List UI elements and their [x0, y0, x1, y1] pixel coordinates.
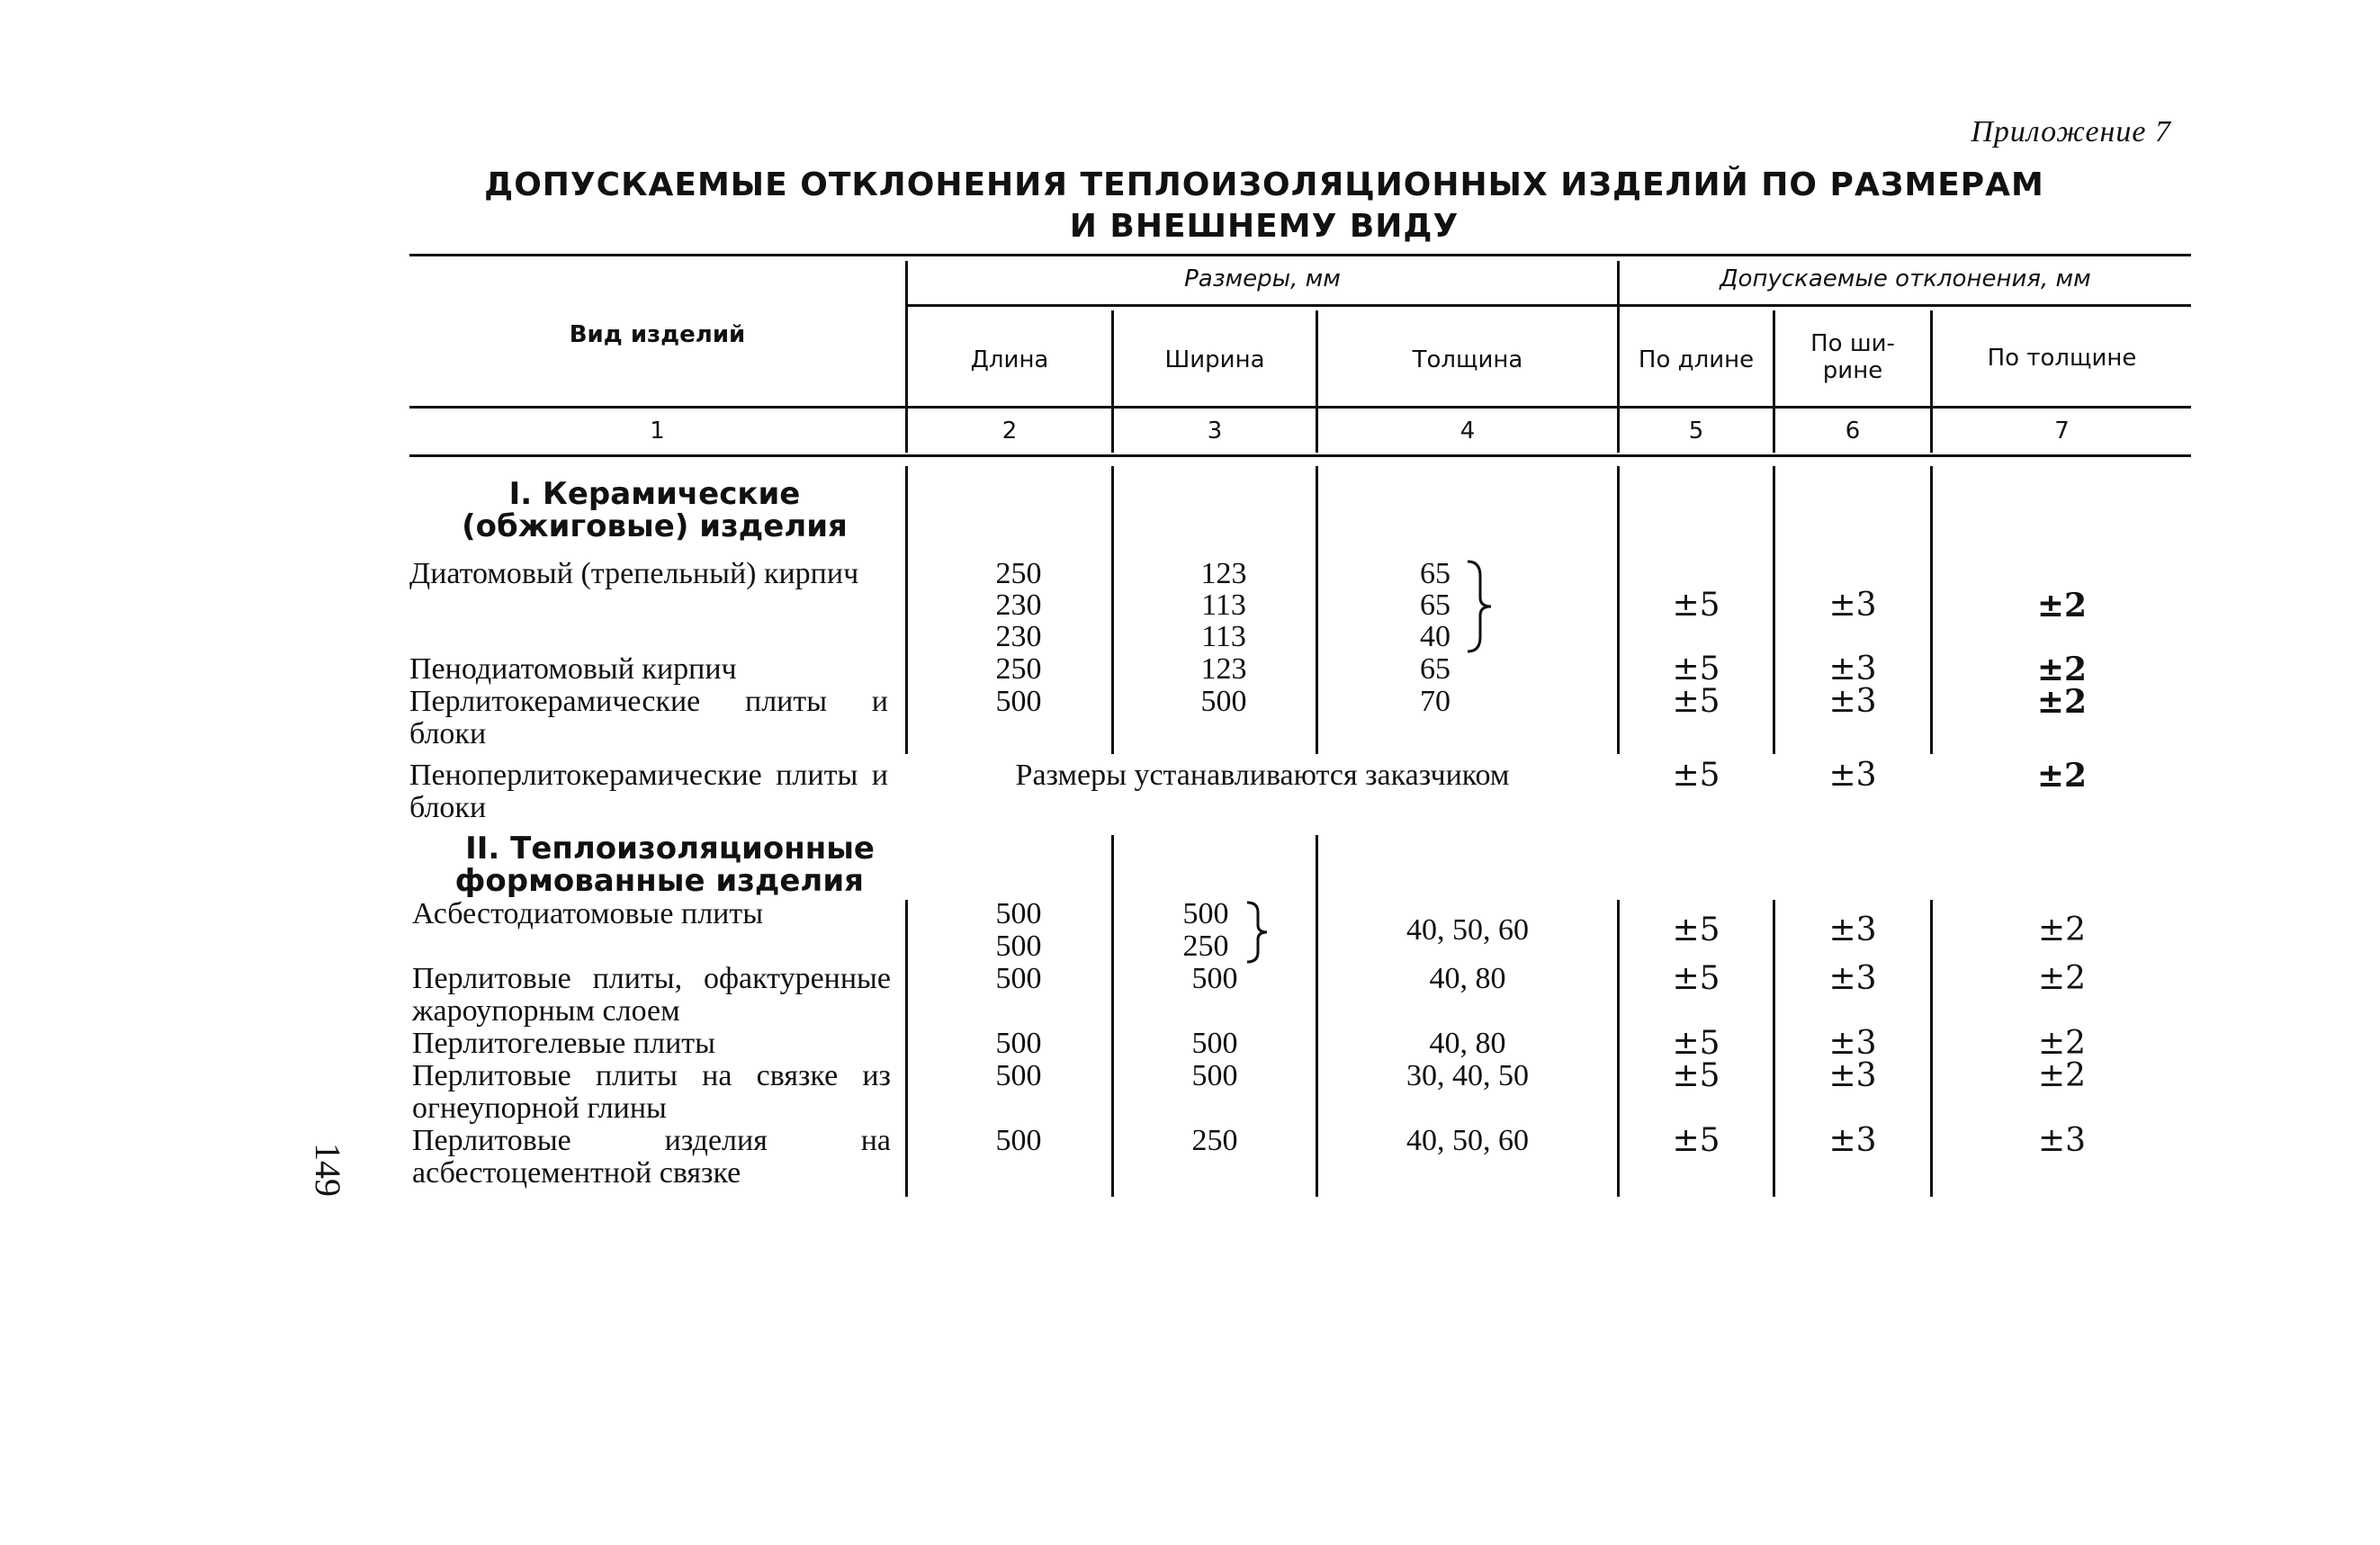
cell-length: 250: [995, 652, 1042, 686]
cell-length: 230: [995, 620, 1042, 653]
cell-thickness: 70: [1420, 685, 1450, 718]
cell-tol-length: ±5: [1672, 757, 1720, 794]
cell-width: 250: [1182, 930, 1229, 963]
col-number: 4: [1459, 418, 1476, 445]
section-title: (обжиговые) изделия: [462, 508, 848, 544]
col-number: 6: [1845, 418, 1861, 445]
cell-tol-length: ±5: [1672, 1057, 1720, 1094]
cell-length: 250: [995, 557, 1042, 590]
row-product-name: Пеноперлитокерамические плиты и блоки: [409, 759, 888, 824]
curly-brace-icon: [1462, 558, 1495, 655]
rule-top: [409, 254, 2191, 256]
cell-thickness: 65: [1420, 652, 1450, 686]
col-number: 7: [2054, 418, 2070, 445]
cell-tol-width: ±3: [1828, 651, 1877, 687]
cell-thickness: 65: [1420, 588, 1450, 622]
cell-tol-width: ±3: [1828, 757, 1877, 794]
curly-brace-icon: [1244, 900, 1271, 965]
cell-width: 250: [1191, 1124, 1238, 1157]
cell-width: 500: [1191, 1059, 1238, 1092]
cell-tol-length: ±5: [1672, 683, 1720, 720]
row-product-name: Перлитокерамические плиты и блоки: [409, 685, 888, 750]
cell-tol-width: ±3: [1828, 912, 1877, 948]
cell-tol-width: ±3: [1828, 587, 1877, 624]
cell-tol-thickness: ±2: [2036, 683, 2088, 721]
cell-tol-thickness: ±2: [2037, 1025, 2087, 1062]
cell-thickness: 40, 50, 60: [1406, 913, 1529, 947]
header-by-length: По длине: [1638, 346, 1755, 373]
cell-thickness: 40, 50, 60: [1406, 1124, 1529, 1157]
cell-tol-width: ±3: [1828, 960, 1877, 997]
section-title: I. Керамические: [508, 476, 801, 512]
section-title: формованные изделия: [454, 863, 864, 899]
appendix-label: Приложение 7: [1971, 115, 2171, 148]
cell-tol-width: ±3: [1828, 1122, 1877, 1159]
cell-tol-thickness: ±2: [2037, 912, 2087, 948]
cell-tol-thickness: ±3: [2037, 1122, 2087, 1159]
row-product-name: Пенодиатомовый кирпич: [409, 652, 737, 686]
cell-thickness: 40, 80: [1429, 1027, 1506, 1060]
cell-tol-length: ±5: [1672, 1025, 1720, 1062]
col-number: 1: [650, 418, 665, 445]
cell-width: 500: [1191, 1027, 1238, 1060]
row-product-name: Перлитовые изделия на асбестоцементной связке: [412, 1124, 891, 1190]
page-number: 149: [308, 1143, 348, 1197]
row-product-name: Диатомовый (трепельный) кирпич: [409, 557, 859, 590]
table-title-line-1: ДОПУСКАЕМЫЕ ОТКЛОНЕНИЯ ТЕПЛОИЗОЛЯЦИОННЫХ ИЗДЕЛИЙ ПО РАЗМЕРАМ: [484, 166, 2044, 203]
cell-tol-thickness: ±2: [2036, 757, 2088, 795]
cell-tol-width: ±3: [1828, 683, 1877, 720]
cell-width: 500: [1191, 962, 1238, 995]
header-by-thickness: По толщине: [1987, 345, 2137, 372]
cell-width: 113: [1201, 620, 1246, 653]
cell-thickness: 40, 80: [1429, 962, 1506, 995]
cell-tol-thickness: ±2: [2037, 1057, 2087, 1094]
rule-group-header: [907, 304, 2191, 307]
rule-col-numbers: [409, 454, 2191, 457]
row-product-name: Перлитогелевые плиты: [412, 1027, 715, 1060]
col-number: 2: [1001, 418, 1018, 445]
cell-width: 500: [1182, 897, 1229, 930]
cell-length: 500: [995, 1124, 1042, 1157]
cell-tol-width: ±3: [1828, 1057, 1877, 1094]
cell-width: 500: [1200, 685, 1247, 718]
col-number: 3: [1207, 418, 1223, 445]
cell-tol-width: ±3: [1828, 1025, 1877, 1062]
cell-length: 500: [995, 685, 1042, 718]
header-by-width-line-2: рине: [1822, 357, 1883, 384]
header-by-width-line-1: По ши-: [1810, 330, 1895, 357]
header-tolerances-group: Допускаемые отклонения, мм: [1720, 265, 2091, 292]
cell-tol-length: ±5: [1672, 651, 1720, 687]
cell-length: 500: [995, 1027, 1042, 1060]
header-length: Длина: [970, 346, 1049, 373]
cell-length: 500: [995, 930, 1042, 963]
cell-length: 230: [995, 588, 1042, 622]
cell-tol-thickness: ±2: [2037, 960, 2087, 997]
cell-tol-length: ±5: [1672, 912, 1720, 948]
row-product-name: Асбестодиатомовые плиты: [412, 897, 764, 930]
header-product-type: Вид изделий: [569, 321, 746, 348]
cell-length: 500: [995, 897, 1042, 930]
cell-tol-length: ±5: [1672, 587, 1720, 624]
rule-header-bottom: [409, 406, 2191, 409]
table-title-line-2: И ВНЕШНЕМУ ВИДУ: [1069, 208, 1459, 245]
cell-thickness: 30, 40, 50: [1406, 1059, 1529, 1092]
header-thickness: Толщина: [1412, 346, 1523, 373]
cell-width: 113: [1201, 588, 1246, 622]
row-product-name: Перлитовые плиты, офактуренные жароупорным слоем: [412, 962, 891, 1028]
cell-thickness: 40: [1420, 620, 1450, 653]
cell-length: 500: [995, 962, 1042, 995]
cell-tol-thickness: ±2: [2036, 587, 2088, 624]
cell-tol-length: ±5: [1672, 960, 1720, 997]
col-number: 5: [1688, 418, 1704, 445]
cell-length: 500: [995, 1059, 1042, 1092]
cell-sizes-note: Размеры устанавливаются заказчиком: [1015, 759, 1510, 792]
cell-tol-length: ±5: [1672, 1122, 1720, 1159]
cell-width: 123: [1200, 652, 1247, 686]
header-sizes-group: Размеры, мм: [1184, 265, 1341, 292]
cell-thickness: 65: [1420, 557, 1450, 590]
row-product-name: Перлитовые плиты на связке из огнеупорной глины: [412, 1059, 891, 1125]
cell-tol-thickness: ±2: [2036, 651, 2088, 688]
header-width: Ширина: [1164, 346, 1265, 373]
cell-width: 123: [1200, 557, 1247, 590]
section-title: II. Теплоизоляционные: [465, 831, 875, 867]
